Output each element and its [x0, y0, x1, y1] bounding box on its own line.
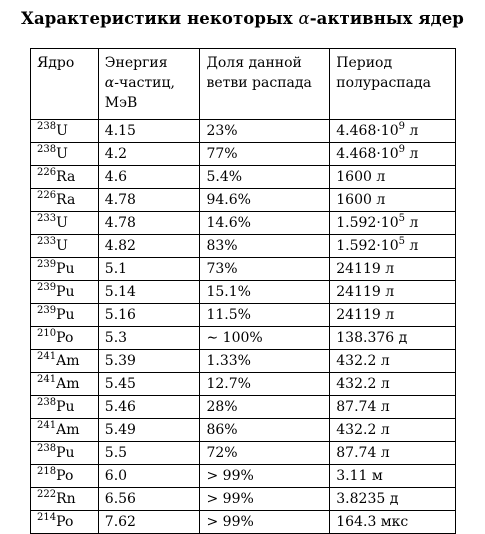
table-row — [31, 419, 456, 442]
table-row — [31, 488, 456, 511]
header-halflife-line2: полураспада — [336, 75, 431, 91]
mass-number: 218 — [37, 465, 57, 477]
cell-nucleus — [31, 304, 99, 327]
halflife-value: 432.2 л — [336, 375, 390, 392]
cell-fraction — [200, 396, 330, 419]
halflife-value: 432.2 л — [336, 352, 390, 369]
halflife-value: 1600 л — [336, 191, 386, 208]
mass-number: 239 — [37, 258, 57, 270]
cell-fraction — [200, 488, 330, 511]
energy-value: 6.0 — [104, 467, 128, 484]
table-row — [31, 373, 456, 396]
mass-number: 239 — [37, 304, 57, 316]
header-fraction — [200, 49, 330, 120]
cell-nucleus — [31, 350, 99, 373]
mass-number: 210 — [37, 327, 57, 339]
cell-fraction — [200, 189, 330, 212]
halflife-exponent: 5 — [398, 212, 405, 224]
title-prefix: Характеристики некоторых — [21, 9, 299, 28]
cell-energy — [98, 488, 200, 511]
halflife-value: 1.592·10 — [336, 214, 399, 231]
cell-nucleus — [31, 235, 99, 258]
cell-nucleus — [31, 120, 99, 143]
fraction-value: 28% — [206, 398, 238, 415]
table-row — [31, 304, 456, 327]
halflife-value: 4.468·10 — [336, 145, 399, 162]
halflife-value: 164.3 мкс — [336, 513, 409, 530]
cell-halflife — [330, 189, 456, 212]
cell-halflife — [330, 442, 456, 465]
fraction-value: ∼ 100% — [206, 329, 263, 346]
cell-halflife — [330, 281, 456, 304]
halflife-value: 1.592·10 — [336, 237, 399, 254]
title-alpha: α — [298, 9, 310, 28]
cell-halflife — [330, 166, 456, 189]
cell-energy — [98, 419, 200, 442]
halflife-value: 3.11 м — [336, 467, 383, 484]
element-symbol: Am — [56, 421, 80, 438]
halflife-unit: л — [404, 145, 419, 162]
cell-halflife — [330, 304, 456, 327]
halflife-value: 24119 л — [336, 306, 395, 323]
mass-number: 241 — [37, 419, 57, 431]
fraction-value: 15.1% — [206, 283, 251, 300]
cell-fraction — [200, 373, 330, 396]
cell-nucleus — [31, 373, 99, 396]
fraction-value: 11.5% — [206, 306, 251, 323]
cell-nucleus — [31, 212, 99, 235]
cell-nucleus — [31, 281, 99, 304]
cell-halflife — [330, 212, 456, 235]
cell-halflife — [330, 373, 456, 396]
fraction-value: 1.33% — [206, 352, 251, 369]
cell-fraction — [200, 235, 330, 258]
fraction-value: 73% — [206, 260, 238, 277]
mass-number: 226 — [37, 166, 57, 178]
cell-fraction — [200, 327, 330, 350]
header-energy-line2: -частиц, — [114, 75, 175, 91]
table-row — [31, 235, 456, 258]
fraction-value: 5.4% — [206, 168, 243, 185]
table-body — [31, 120, 456, 534]
cell-halflife — [330, 488, 456, 511]
energy-value: 4.78 — [104, 214, 136, 231]
energy-value: 4.82 — [104, 237, 136, 254]
cell-nucleus — [31, 419, 99, 442]
energy-value: 5.39 — [104, 352, 136, 369]
cell-energy — [98, 396, 200, 419]
page-title — [0, 9, 485, 28]
header-nucleus-label: Ядро — [37, 55, 75, 71]
mass-number: 238 — [37, 143, 57, 155]
cell-energy — [98, 465, 200, 488]
table-row — [31, 465, 456, 488]
table-row — [31, 396, 456, 419]
halflife-exponent: 9 — [398, 143, 405, 155]
table-row — [31, 166, 456, 189]
element-symbol: Po — [56, 329, 74, 346]
header-halflife — [330, 49, 456, 120]
cell-halflife — [330, 465, 456, 488]
header-energy — [98, 49, 200, 120]
table-row — [31, 281, 456, 304]
element-symbol: Rn — [56, 490, 76, 507]
cell-energy — [98, 258, 200, 281]
cell-nucleus — [31, 442, 99, 465]
header-energy-line3: МэВ — [104, 95, 138, 111]
cell-fraction — [200, 419, 330, 442]
mass-number: 214 — [37, 511, 57, 523]
cell-halflife — [330, 258, 456, 281]
halflife-value: 1600 л — [336, 168, 386, 185]
cell-nucleus — [31, 488, 99, 511]
cell-halflife — [330, 419, 456, 442]
cell-energy — [98, 143, 200, 166]
cell-fraction — [200, 350, 330, 373]
cell-fraction — [200, 304, 330, 327]
cell-energy — [98, 442, 200, 465]
cell-fraction — [200, 166, 330, 189]
fraction-value: > 99% — [206, 467, 254, 484]
element-symbol: U — [56, 122, 68, 139]
cell-fraction — [200, 281, 330, 304]
table-row — [31, 120, 456, 143]
cell-halflife — [330, 327, 456, 350]
table-row — [31, 350, 456, 373]
fraction-value: 86% — [206, 421, 238, 438]
cell-halflife — [330, 396, 456, 419]
energy-value: 5.16 — [104, 306, 136, 323]
mass-number: 233 — [37, 235, 57, 247]
mass-number: 238 — [37, 396, 57, 408]
energy-value: 5.46 — [104, 398, 136, 415]
energy-value: 5.49 — [104, 421, 136, 438]
fraction-value: 12.7% — [206, 375, 251, 392]
element-symbol: Pu — [56, 444, 75, 461]
cell-halflife — [330, 120, 456, 143]
element-symbol: U — [56, 145, 68, 162]
cell-energy — [98, 281, 200, 304]
header-energy-alpha: α — [104, 75, 115, 91]
halflife-value: 3.8235 д — [336, 490, 399, 507]
element-symbol: Pu — [56, 398, 75, 415]
table-row — [31, 212, 456, 235]
cell-nucleus — [31, 327, 99, 350]
element-symbol: Ra — [56, 168, 76, 185]
fraction-value: 23% — [206, 122, 238, 139]
cell-nucleus — [31, 166, 99, 189]
energy-value: 5.1 — [104, 260, 128, 277]
energy-value: 4.2 — [104, 145, 128, 162]
cell-fraction — [200, 212, 330, 235]
energy-value: 7.62 — [104, 513, 136, 530]
cell-energy — [98, 166, 200, 189]
mass-number: 238 — [37, 120, 57, 132]
halflife-value: 87.74 л — [336, 398, 390, 415]
mass-number: 239 — [37, 281, 57, 293]
energy-value: 4.6 — [104, 168, 128, 185]
element-symbol: Ra — [56, 191, 76, 208]
energy-value: 4.15 — [104, 122, 136, 139]
halflife-value: 24119 л — [336, 283, 395, 300]
cell-energy — [98, 373, 200, 396]
cell-fraction — [200, 465, 330, 488]
fraction-value: 77% — [206, 145, 238, 162]
cell-fraction — [200, 120, 330, 143]
element-symbol: Pu — [56, 283, 75, 300]
cell-energy — [98, 304, 200, 327]
header-nucleus — [31, 49, 99, 120]
mass-number: 241 — [37, 373, 57, 385]
mass-number: 238 — [37, 442, 57, 454]
halflife-value: 87.74 л — [336, 444, 390, 461]
table-row — [31, 442, 456, 465]
cell-halflife — [330, 235, 456, 258]
element-symbol: Pu — [56, 306, 75, 323]
mass-number: 222 — [37, 488, 57, 500]
fraction-value: 83% — [206, 237, 238, 254]
energy-value: 5.3 — [104, 329, 128, 346]
table-row — [31, 327, 456, 350]
cell-nucleus — [31, 396, 99, 419]
halflife-exponent: 9 — [398, 120, 405, 132]
element-symbol: Po — [56, 513, 74, 530]
cell-fraction — [200, 442, 330, 465]
title-suffix: -активных ядер — [309, 9, 464, 28]
halflife-unit: л — [404, 122, 419, 139]
fraction-value: 94.6% — [206, 191, 251, 208]
mass-number: 226 — [37, 189, 57, 201]
cell-halflife — [330, 350, 456, 373]
mass-number: 233 — [37, 212, 57, 224]
cell-fraction — [200, 143, 330, 166]
cell-energy — [98, 212, 200, 235]
cell-nucleus — [31, 258, 99, 281]
element-symbol: U — [56, 237, 68, 254]
table-row — [31, 189, 456, 212]
header-fraction-line1: Доля данной — [206, 55, 302, 71]
cell-halflife — [330, 511, 456, 534]
element-symbol: U — [56, 214, 68, 231]
energy-value: 5.45 — [104, 375, 136, 392]
cell-nucleus — [31, 143, 99, 166]
fraction-value: 72% — [206, 444, 238, 461]
cell-halflife — [330, 143, 456, 166]
cell-fraction — [200, 511, 330, 534]
table-header-row — [31, 49, 456, 120]
cell-nucleus — [31, 465, 99, 488]
element-symbol: Pu — [56, 260, 75, 277]
alpha-nuclei-table — [30, 48, 456, 534]
element-symbol: Am — [56, 352, 80, 369]
fraction-value: > 99% — [206, 513, 254, 530]
energy-value: 5.14 — [104, 283, 136, 300]
cell-fraction — [200, 258, 330, 281]
cell-energy — [98, 511, 200, 534]
halflife-value: 432.2 л — [336, 421, 390, 438]
table-row — [31, 258, 456, 281]
energy-value: 4.78 — [104, 191, 136, 208]
header-fraction-line2: ветви распада — [206, 75, 312, 91]
halflife-unit: л — [404, 214, 419, 231]
cell-energy — [98, 120, 200, 143]
mass-number: 241 — [37, 350, 57, 362]
element-symbol: Po — [56, 467, 74, 484]
halflife-value: 4.468·10 — [336, 122, 399, 139]
halflife-unit: л — [404, 237, 419, 254]
halflife-exponent: 5 — [398, 235, 405, 247]
energy-value: 5.5 — [104, 444, 128, 461]
halflife-value: 138.376 д — [336, 329, 408, 346]
element-symbol: Am — [56, 375, 80, 392]
fraction-value: > 99% — [206, 490, 254, 507]
cell-nucleus — [31, 189, 99, 212]
header-halflife-line1: Период — [336, 55, 393, 71]
cell-energy — [98, 350, 200, 373]
table-row — [31, 143, 456, 166]
cell-nucleus — [31, 511, 99, 534]
cell-energy — [98, 327, 200, 350]
halflife-value: 24119 л — [336, 260, 395, 277]
fraction-value: 14.6% — [206, 214, 251, 231]
energy-value: 6.56 — [104, 490, 136, 507]
header-energy-line1: Энергия — [104, 55, 168, 71]
table-row — [31, 511, 456, 534]
cell-energy — [98, 189, 200, 212]
cell-energy — [98, 235, 200, 258]
